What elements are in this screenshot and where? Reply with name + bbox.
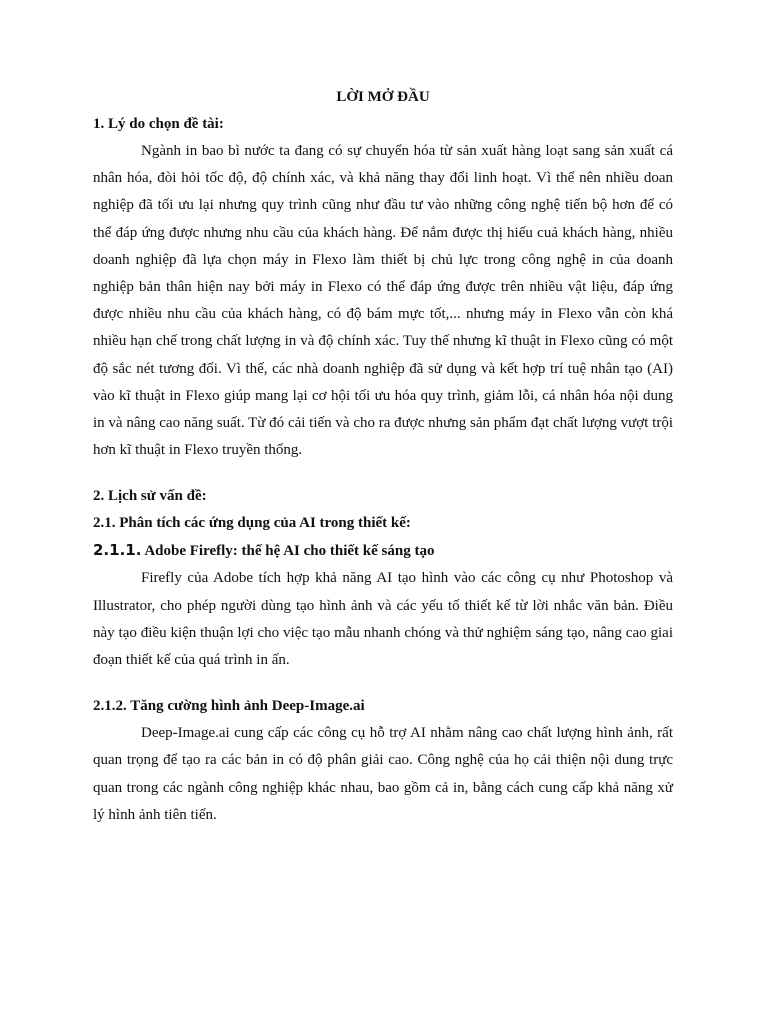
section-spacer [93, 464, 673, 483]
section-2-1-1-heading [93, 537, 673, 565]
section-2-1-1-paragraph: Firefly của Adobe tích hợp khả năng AI tạo hình vào các công cụ như Photoshop và Illustrator, cho phép người dùng tạo hình ảnh và các yếu tố thiết kế từ lời nhắc văn bản. Điều này tạo điều kiện thuận lợi cho việc tạo mẫu nhanh chóng và thử nghiệm sáng tạo, nâng cao giai đoạn thiết kế của quá trình in ấn. [93, 570, 673, 669]
section-2-1-heading: 2.1. Phân tích các ứng dụng của AI trong thiết kế: [93, 515, 411, 532]
document-page [93, 84, 673, 829]
section-1-heading: 1. Lý do chọn đề tài: [93, 116, 224, 132]
section-2-1-1-title: Adobe Firefly: thế hệ AI cho thiết kế sáng tạo [141, 543, 435, 560]
section-2-heading: 2. Lịch sử vấn đề: [93, 488, 207, 505]
section-2-1-2-heading: 2.1.2. Tăng cường hình ảnh Deep-Image.ai [93, 698, 365, 715]
section-2-1-1-number: 2.1.1. [93, 541, 142, 560]
section-spacer [93, 674, 673, 693]
section-2-1-2-paragraph: Deep-Image.ai cung cấp các công cụ hỗ trợ AI nhằm nâng cao chất lượng hình ảnh, rất quan trọng để tạo ra các bản in có độ phân giải cao. Công nghệ của họ cải thiện nội dung trực quan trong các ngành công nghiệp khác nhau, bao gồm cả in, bằng cách cung cấp khả năng xử lý hình ảnh tiên tiến. [93, 725, 673, 823]
document-title: LỜI MỞ ĐẦU [336, 89, 430, 105]
section-1-paragraph: Ngành in bao bì nước ta đang có sự chuyển hóa từ sản xuất hàng loạt sang sản xuất cá nhân hóa, đòi hỏi tốc độ, độ chính xác, và khả năng thay đổi linh hoạt. Vì thế nên nhiều doan nghiệp đã tối ưu lại nhưng quy trình cũng như đầu tư vào những công nghệ tiến bộ hơn để có thể đáp ứng được nhưng nhu cầu của khách hàng. Để nắm được thị hiếu cuả khách hàng, nhiều doanh nghiệp đã lựa chọn máy in Flexo làm thiết bị chủ lực trong công nghệ in của doanh nghiệp bản thân hiện nay bởi máy in Flexo có thể đáp ứng được trên nhiều vật liệu, đáp ứng được nhiều nhu cầu của khách hàng, có độ bám mực tốt,... nhưng máy in Flexo vẫn còn khá nhiều hạn chế trong chất lượng in và độ chính xác. Tuy thế nhưng kĩ thuật in Flexo cũng có một độ sắc nét tương đối. Vì thế, các nhà doanh nghiệp đã sử dụng và kết hợp trí tuệ nhân tạo (AI) vào kĩ thuật in Flexo giúp mang lại cơ hội tối ưu hóa quy trình, giảm lỗi, cá nhân hóa nội dung in và nâng cao năng suất. Từ đó cải tiến và cho ra được nhưng sản phẩm đạt chất lượng vượt trội hơn kĩ thuật in Flexo truyền thống. [93, 143, 673, 459]
